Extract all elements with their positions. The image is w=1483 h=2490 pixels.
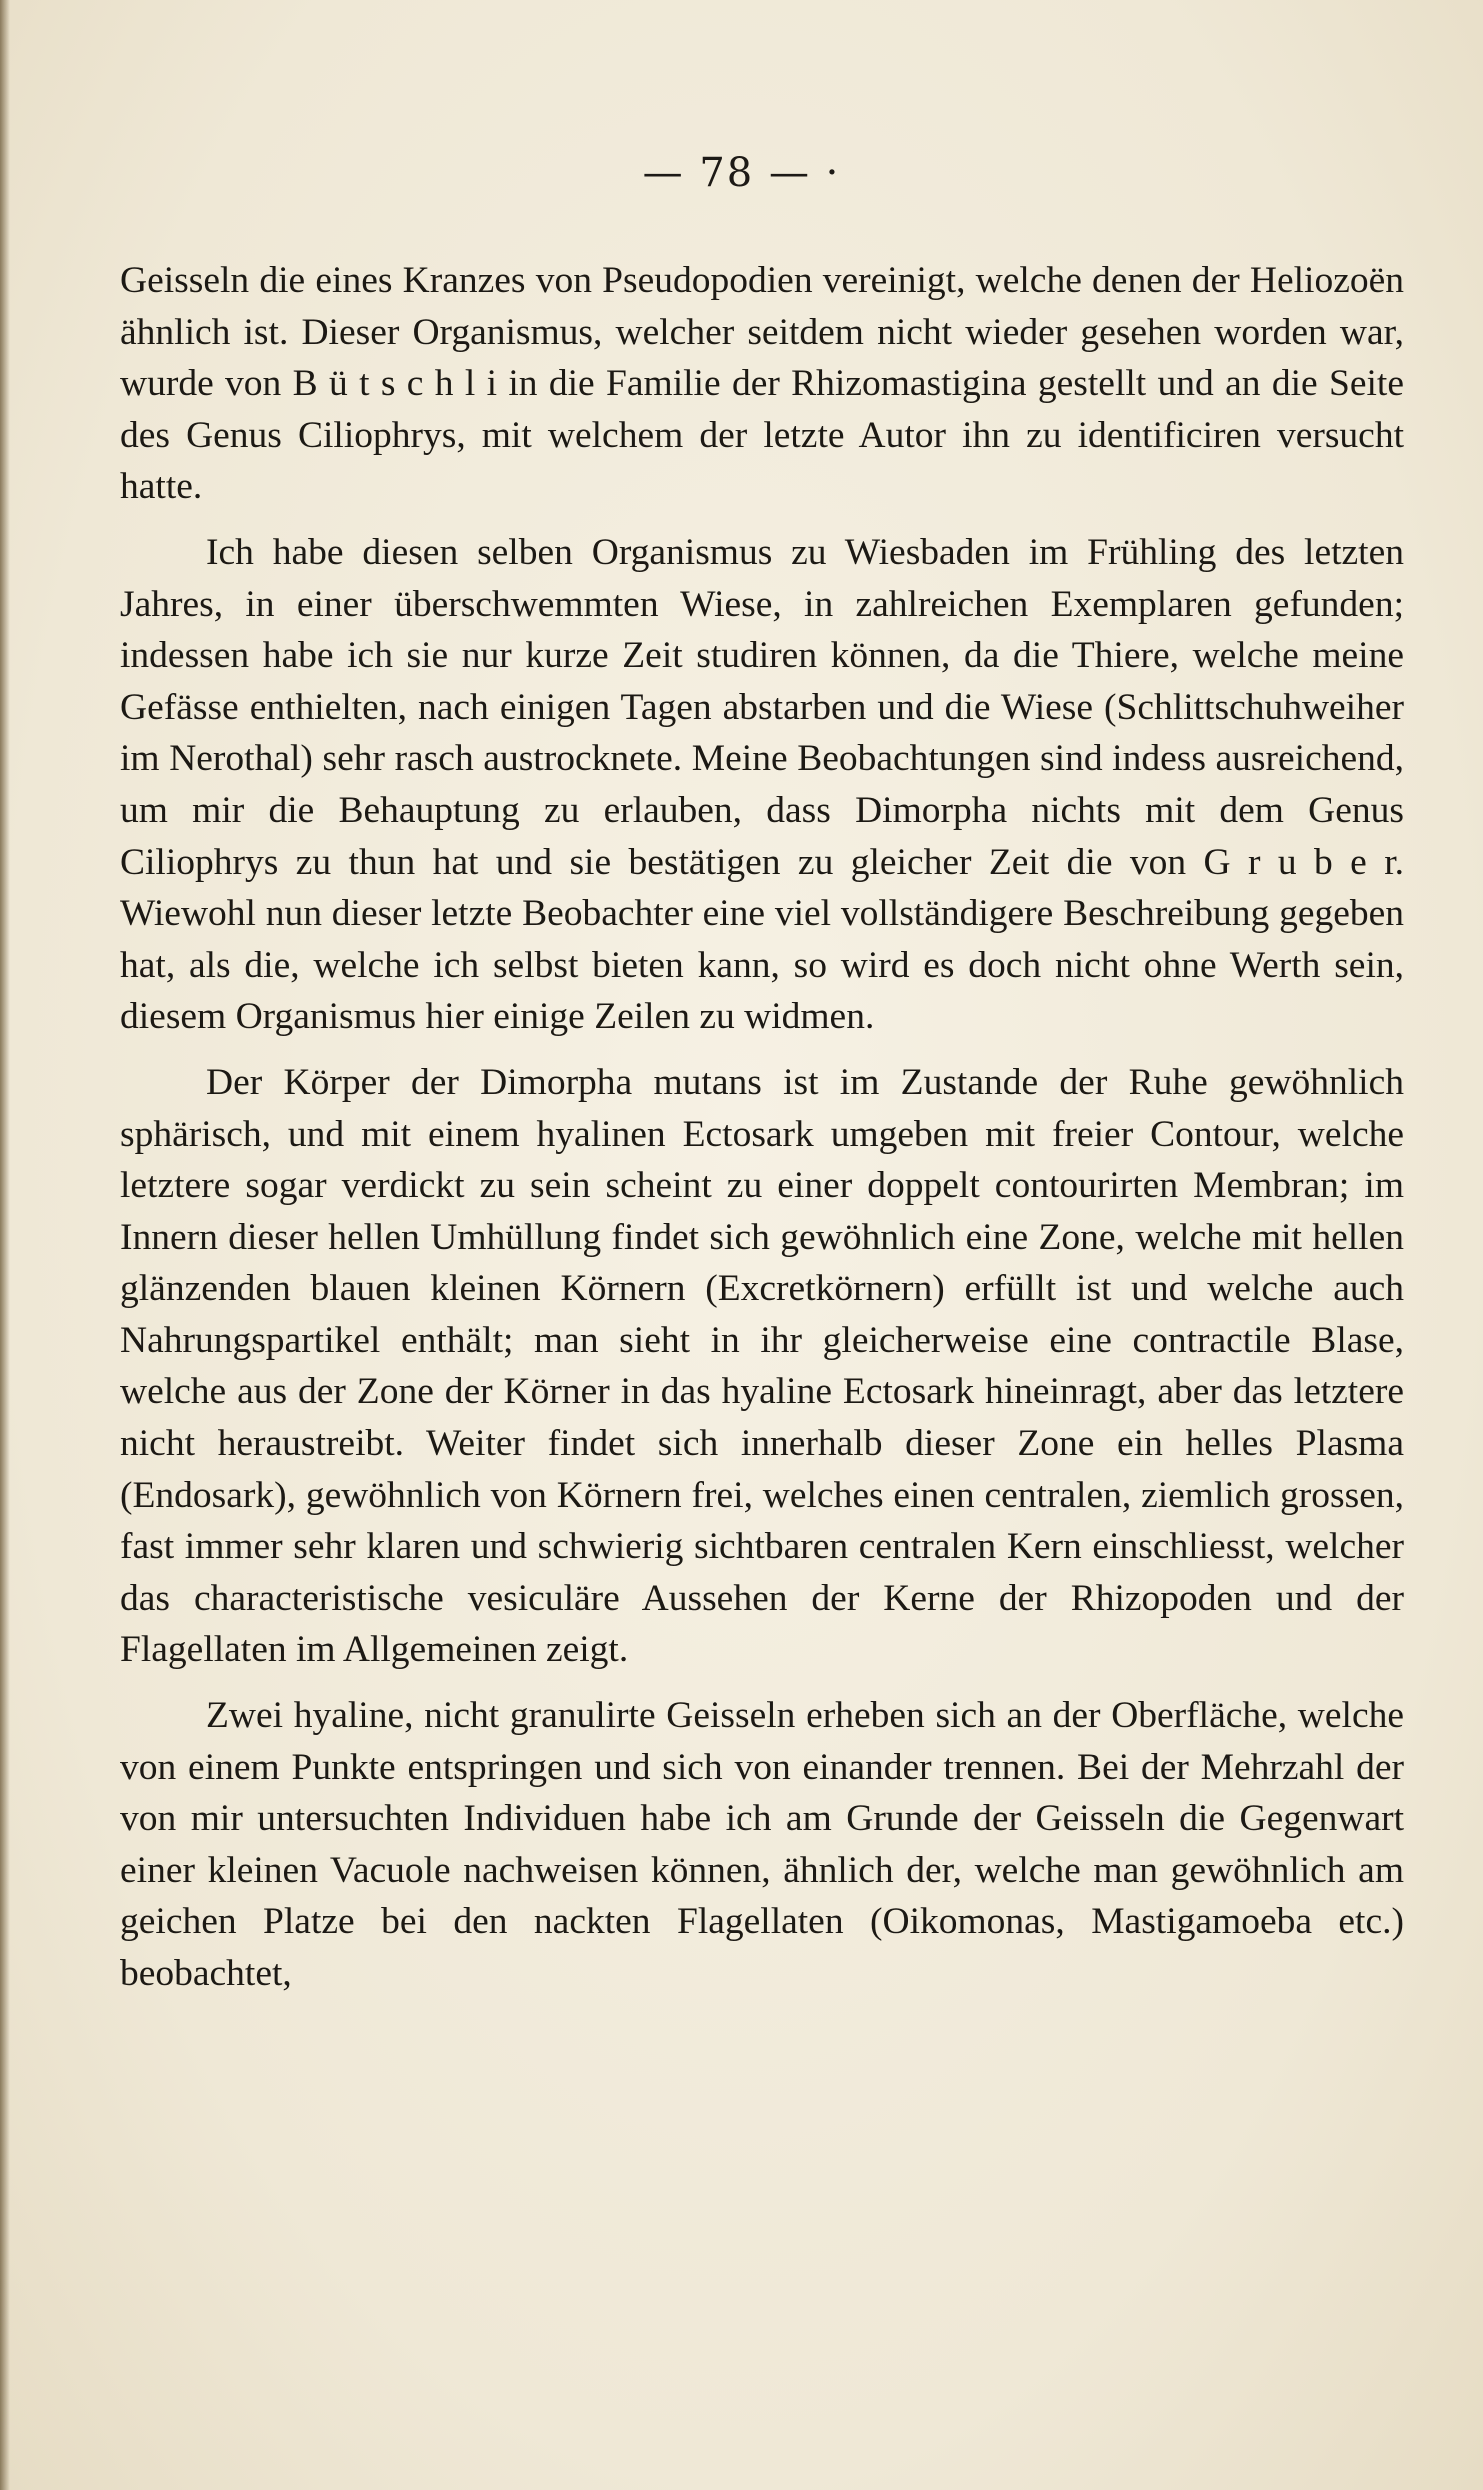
page-edge-shadow (0, 0, 10, 2490)
page-number: — 78 — · (642, 150, 841, 196)
paragraph-3: Der Körper der Dimorpha mutans ist im Zustande der Ruhe gewöhnlich sphärisch, und mit einem hyalinen Ectosark umgeben mit freier Contour, welche letztere sogar verdickt zu sein scheint zu einer doppelt contourirten Membran; im Innern dieser hellen Umhüllung findet sich gewöhnlich eine Zone, welche mit hellen glänzenden blauen kleinen Körnern (Excretkörnern) erfüllt ist und welche auch Nahrungspartikel enthält; man sieht in ihr gleicherweise eine contractile Blase, welche aus der Zone der Körner in das hyaline Ectosark hineinragt, aber das letztere nicht heraustreibt. Weiter findet sich innerhalb dieser Zone ein helles Plasma (Endosark), gewöhnlich von Körnern frei, welches einen centralen, ziemlich grossen, fast immer sehr klaren und schwierig sichtbaren centralen Kern einschliesst, welcher das characteristische vesiculäre Aussehen der Kerne der Rhizopoden und der Flagellaten im Allgemeinen zeigt. (120, 1061, 1404, 1671)
paragraph-1: Geisseln die eines Kranzes von Pseudopodien vereinigt, welche denen der Heliozoën ähnlich ist. Dieser Organismus, welcher seitdem nicht wieder gesehen worden war, wurde von B ü t s c h l i in die Familie der Rhizomastigina gestellt und an die Seite des Genus Ciliophrys, mit welchem der letzte Autor ihn zu identificiren versucht hatte. (120, 260, 1404, 508)
paragraph-2: Ich habe diesen selben Organismus zu Wiesbaden im Frühling des letzten Jahres, in einer überschwemmten Wiese, in zahlreichen Exemplaren gefunden; indessen habe ich sie nur kurze Zeit studiren können, da die Thiere, welche meine Gefässe enthielten, nach einigen Tagen abstarben und die Wiese (Schlittschuhweiher im Nerothal) sehr rasch austrocknete. Meine Beobachtungen sind indess ausreichend, um mir die Behauptung zu erlauben, dass Dimorpha nichts mit dem Genus Ciliophrys zu thun hat und sie bestätigen zu gleicher Zeit die von G r u b e r. Wiewohl nun dieser letzte Beobachter eine viel vollständigere Beschreibung gegeben hat, als die, welche ich selbst bieten kann, so wird es doch nicht ohne Werth sein, diesem Organismus hier einige Zeilen zu widmen. (120, 531, 1404, 1038)
paragraph-4: Zwei hyaline, nicht granulirte Geisseln erheben sich an der Oberfläche, welche von einem Punkte entspringen und sich von einander trennen. Bei der Mehrzahl der von mir untersuchten Individuen habe ich am Grunde der Geisseln die Gegenwart einer kleinen Vacuole nachweisen können, ähnlich der, welche man gewöhnlich am geichen Platze bei den nackten Flagellaten (Oikomonas, Mastigamoeba etc.) beobachtet, (120, 1695, 1404, 1994)
body-text (120, 255, 1404, 2000)
